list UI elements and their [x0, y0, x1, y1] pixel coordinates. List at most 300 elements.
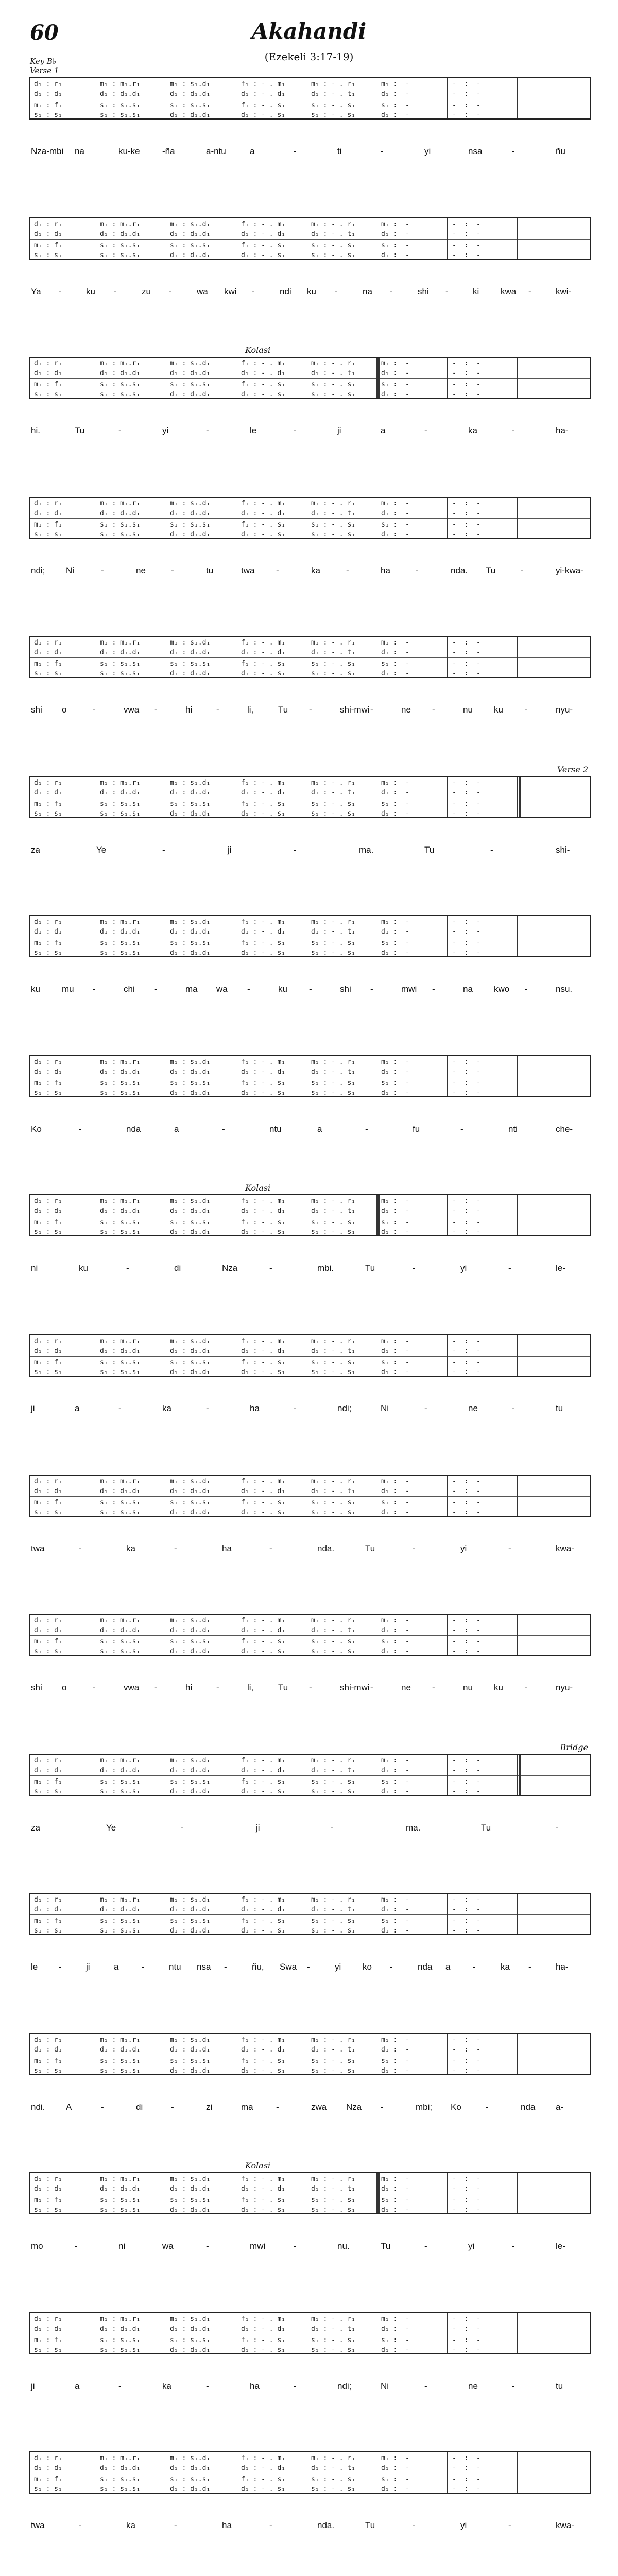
lyric-syllable: -: [508, 1544, 511, 1553]
lyric-syllable: twa: [31, 2520, 45, 2530]
solfa-measure: - : -: [452, 2464, 480, 2472]
solfa-measure: m₁ : m₁.r₁: [100, 2036, 141, 2044]
solfa-measure: m₁ : m₁.r₁: [100, 1757, 141, 1765]
solfa-row: [30, 800, 590, 808]
solfa-measure: m₁ : -: [381, 2315, 409, 2323]
solfa-measure: d₁ : r₁: [34, 1478, 62, 1485]
solfa-row: [30, 2315, 590, 2324]
solfa-measure: - : -: [452, 2454, 480, 2462]
solfa-row: [30, 1478, 590, 1486]
lyric-syllable: na: [363, 286, 372, 296]
solfa-measure: m₁ : - . r₁: [311, 2175, 356, 2183]
solfa-measure: s₁ : - . s₁: [311, 800, 356, 808]
solfa-measure: s₁ : - . s₁: [311, 381, 356, 388]
solfa-measure: d₁ : d₁.d₁: [100, 789, 141, 796]
solfa-measure: s₁ : -: [381, 2057, 409, 2065]
lyric-line: [29, 1544, 591, 1555]
solfa-measure: d₁ : d₁: [34, 928, 62, 936]
lyric-syllable: -: [276, 2102, 279, 2112]
solfa-measure: d₁ : - . t₁: [311, 789, 356, 796]
lyric-syllable: mu: [62, 984, 74, 994]
solfa-measure: s₁ : -: [381, 1218, 409, 1226]
solfa-measure: d₁ : d₁.d₁: [170, 928, 211, 936]
lyric-syllable: nti: [508, 1124, 518, 1134]
solfa-measure: - : -: [452, 2325, 480, 2333]
solfa-measure: - : -: [452, 531, 480, 538]
solfa-measure: m₁ : -: [381, 2175, 409, 2183]
solfa-measure: f₁ : - . s₁: [241, 1218, 286, 1226]
solfa-measure: s₁ : s₁.s₁: [170, 1359, 211, 1366]
lyric-syllable: twa: [31, 1544, 45, 1553]
solfa-measure: m₁ : -: [381, 1197, 409, 1205]
solfa-row: [30, 1896, 590, 1904]
solfa-measure: m₁ : -: [381, 1757, 409, 1765]
lyric-syllable: ha-: [556, 426, 569, 435]
lyric-syllable: -ña: [162, 146, 175, 156]
lyric-syllable: -: [424, 426, 427, 435]
solfa-measure: s₁ : s₁: [34, 2206, 62, 2214]
solfa-measure: d₁ : d₁: [34, 369, 62, 377]
solfa-measure: d₁ : -: [381, 1068, 409, 1076]
solfa-row: [30, 2476, 590, 2484]
solfa-measure: m₁ : m₁.r₁: [100, 779, 141, 787]
solfa-measure: d₁ : - . s₁: [241, 1368, 286, 1376]
music-system: [29, 2312, 591, 2411]
solfa-row: [30, 2336, 590, 2345]
solfa-measure: d₁ : d₁.d₁: [100, 1906, 141, 1913]
solfa-measure: s₁ : - . s₁: [311, 670, 356, 677]
solfa-measure: - : -: [452, 2315, 480, 2323]
lyric-syllable: Tu: [278, 705, 288, 715]
solfa-measure: f₁ : - . m₁: [241, 1617, 286, 1624]
lyric-syllable: -: [445, 286, 449, 296]
solfa-measure: d₁ : d₁.d₁: [100, 2185, 141, 2193]
solfa-measure: d₁ : -: [381, 649, 409, 656]
solfa-row: [30, 939, 590, 947]
solfa-measure: f₁ : - . s₁: [241, 1499, 286, 1506]
lyric-syllable: zwa: [311, 2102, 327, 2112]
solfa-measure: s₁ : - . s₁: [311, 810, 356, 818]
solfa-measure: d₁ : -: [381, 1368, 409, 1376]
solfa-measure: - : -: [452, 800, 480, 808]
solfa-measure: - : -: [452, 1068, 480, 1076]
lyric-syllable: -: [222, 1124, 225, 1134]
solfa-measure: s₁ : s₁.s₁: [100, 251, 141, 259]
solfa-measure: m₁ : f₁: [34, 2057, 62, 2065]
solfa-row: [30, 2067, 590, 2075]
solfa-measure: d₁ : - . s₁: [241, 2346, 286, 2354]
lyric-syllable: -: [75, 2241, 78, 2251]
lyric-syllable: le-: [556, 2241, 565, 2251]
solfa-measure: d₁ : - . d₁: [241, 1906, 286, 1913]
lyric-syllable: -: [512, 2381, 515, 2391]
solfa-measure: - : -: [452, 1638, 480, 1646]
solfa-measure: f₁ : - . s₁: [241, 1778, 286, 1786]
solfa-measure: d₁ : - . s₁: [241, 531, 286, 538]
solfa-measure: - : -: [452, 1079, 480, 1087]
lyric-syllable: ha: [250, 2381, 260, 2391]
solfa-row: [30, 360, 590, 368]
music-system: [29, 636, 591, 735]
solfa-row: [30, 2036, 590, 2044]
solfa-measure: - : -: [452, 90, 480, 98]
lyric-syllable: -: [307, 1962, 310, 1972]
lyric-line: [29, 1263, 591, 1275]
solfa-measure: d₁ : d₁.d₁: [100, 928, 141, 936]
solfa-row: [30, 779, 590, 787]
notation-staff: [29, 217, 591, 260]
lyric-syllable: ku-ke: [118, 146, 140, 156]
notation-staff: [29, 1754, 591, 1796]
section-label: Bridge: [560, 1742, 588, 1752]
lyric-syllable: -: [294, 1403, 297, 1413]
solfa-measure: s₁ : - . s₁: [311, 242, 356, 249]
lyric-syllable: ji: [31, 1403, 35, 1413]
solfa-measure: d₁ : - . d₁: [241, 1767, 286, 1774]
lyric-syllable: nsu.: [556, 984, 573, 994]
lyric-syllable: Nza-mbi: [31, 146, 64, 156]
solfa-measure: f₁ : - . s₁: [241, 800, 286, 808]
lyric-syllable: mbi;: [416, 2102, 433, 2112]
solfa-measure: s₁ : s₁.s₁: [170, 521, 211, 529]
solfa-measure: d₁ : r₁: [34, 360, 62, 367]
solfa-measure: s₁ : - . s₁: [311, 521, 356, 529]
solfa-measure: d₁ : d₁.d₁: [170, 810, 211, 818]
solfa-row: [30, 510, 590, 518]
lyric-syllable: -: [154, 1683, 158, 1692]
solfa-measure: f₁ : - . m₁: [241, 779, 286, 787]
solfa-measure: - : -: [452, 1478, 480, 1485]
lyric-syllable: -: [276, 566, 279, 575]
solfa-measure: d₁ : d₁: [34, 510, 62, 517]
solfa-row: [30, 810, 590, 818]
solfa-row: [30, 789, 590, 797]
solfa-measure: - : -: [452, 101, 480, 109]
lyric-syllable: ñu: [556, 146, 565, 156]
lyric-syllable: nda: [521, 2102, 536, 2112]
lyric-syllable: -: [294, 845, 297, 855]
lyric-syllable: ku: [307, 286, 316, 296]
lyric-syllable: a: [75, 1403, 80, 1413]
lyric-syllable: wa: [216, 984, 228, 994]
staff-divider: [30, 1775, 590, 1776]
solfa-measure: d₁ : d₁.d₁: [170, 2485, 211, 2493]
solfa-measure: m₁ : f₁: [34, 660, 62, 668]
solfa-measure: d₁ : d₁.d₁: [170, 1207, 211, 1215]
lyric-syllable: Tu: [381, 2241, 391, 2251]
solfa-row: [30, 500, 590, 508]
solfa-measure: d₁ : r₁: [34, 2175, 62, 2183]
solfa-measure: d₁ : - . t₁: [311, 1207, 356, 1215]
lyric-syllable: -: [79, 1124, 82, 1134]
lyric-syllable: Tu: [365, 1263, 375, 1273]
lyric-syllable: -: [174, 2520, 177, 2530]
solfa-measure: m₁ : - . r₁: [311, 1617, 356, 1624]
solfa-measure: d₁ : - . t₁: [311, 369, 356, 377]
solfa-measure: s₁ : - . s₁: [311, 949, 356, 957]
lyric-syllable: Ni: [381, 2381, 389, 2391]
solfa-row: [30, 1767, 590, 1775]
solfa-measure: - : -: [452, 2185, 480, 2193]
lyric-syllable: yi-kwa-: [556, 566, 583, 575]
solfa-measure: d₁ : - . d₁: [241, 369, 286, 377]
lyric-syllable: ma: [185, 984, 198, 994]
lyric-line: [29, 705, 591, 716]
lyric-syllable: ha: [222, 2520, 232, 2530]
solfa-measure: s₁ : - . s₁: [311, 660, 356, 668]
solfa-measure: d₁ : d₁.d₁: [100, 2046, 141, 2054]
notation-staff: [29, 1055, 591, 1097]
staff-divider: [30, 378, 590, 379]
solfa-measure: d₁ : d₁.d₁: [170, 2067, 211, 2075]
solfa-measure: f₁ : - . s₁: [241, 1917, 286, 1925]
solfa-measure: - : -: [452, 779, 480, 787]
solfa-measure: m₁ : f₁: [34, 1499, 62, 1506]
lyric-syllable: -: [118, 426, 122, 435]
lyric-syllable: -: [206, 2381, 209, 2391]
lyric-syllable: ku: [494, 705, 503, 715]
lyric-syllable: kwa: [501, 286, 517, 296]
solfa-measure: d₁ : d₁.d₁: [170, 1767, 211, 1774]
hymn-title: Akahandi: [251, 19, 367, 44]
solfa-measure: m₁ : f₁: [34, 381, 62, 388]
solfa-measure: d₁ : d₁.d₁: [170, 2464, 211, 2472]
solfa-measure: s₁ : s₁.s₁: [170, 1917, 211, 1925]
solfa-row: [30, 101, 590, 110]
solfa-measure: m₁ : f₁: [34, 939, 62, 947]
lyric-syllable: ji: [31, 2381, 35, 2391]
lyric-syllable: -: [154, 984, 158, 994]
key-signature: Key B♭: [30, 57, 57, 66]
solfa-measure: m₁ : s₁.d₁: [170, 1757, 211, 1765]
solfa-row: [30, 660, 590, 668]
solfa-measure: f₁ : - . m₁: [241, 1757, 286, 1765]
lyric-syllable: nsa: [197, 1962, 211, 1972]
solfa-measure: d₁ : d₁.d₁: [170, 2185, 211, 2193]
lyric-syllable: -: [59, 286, 62, 296]
music-system: [29, 1055, 591, 1154]
solfa-measure: s₁ : s₁.s₁: [100, 810, 141, 818]
lyric-syllable: le-: [556, 1263, 565, 1273]
solfa-measure: s₁ : - . s₁: [311, 251, 356, 259]
solfa-measure: d₁ : -: [381, 2464, 409, 2472]
solfa-measure: d₁ : d₁.d₁: [170, 230, 211, 238]
lyric-syllable: shi: [31, 705, 42, 715]
solfa-measure: f₁ : - . m₁: [241, 2454, 286, 2462]
lyric-syllable: kwa-: [556, 2520, 574, 2530]
solfa-measure: - : -: [452, 639, 480, 647]
solfa-measure: s₁ : - . s₁: [311, 1638, 356, 1646]
solfa-measure: d₁ : r₁: [34, 1337, 62, 1345]
solfa-measure: - : -: [452, 1337, 480, 1345]
solfa-measure: d₁ : d₁.d₁: [170, 111, 211, 119]
solfa-measure: s₁ : s₁: [34, 2346, 62, 2354]
solfa-measure: d₁ : -: [381, 1788, 409, 1795]
solfa-measure: m₁ : m₁.r₁: [100, 1058, 141, 1066]
solfa-measure: d₁ : d₁.d₁: [170, 510, 211, 517]
solfa-measure: s₁ : s₁.s₁: [100, 2476, 141, 2483]
solfa-row: [30, 2464, 590, 2472]
solfa-measure: m₁ : -: [381, 1896, 409, 1904]
lyric-syllable: -: [424, 1403, 427, 1413]
solfa-measure: d₁ : -: [381, 251, 409, 259]
solfa-measure: m₁ : m₁.r₁: [100, 221, 141, 228]
solfa-row: [30, 2175, 590, 2183]
solfa-measure: s₁ : s₁.s₁: [100, 2336, 141, 2344]
solfa-measure: - : -: [452, 2067, 480, 2075]
lyric-syllable: Nza: [222, 1263, 238, 1273]
solfa-measure: s₁ : s₁.s₁: [100, 1228, 141, 1236]
solfa-measure: m₁ : f₁: [34, 521, 62, 529]
solfa-measure: d₁ : d₁: [34, 2325, 62, 2333]
solfa-measure: m₁ : - . r₁: [311, 80, 356, 88]
solfa-measure: d₁ : - . t₁: [311, 90, 356, 98]
solfa-measure: - : -: [452, 918, 480, 926]
staff-divider: [30, 1914, 590, 1915]
solfa-measure: d₁ : r₁: [34, 639, 62, 647]
solfa-measure: - : -: [452, 230, 480, 238]
lyric-syllable: -: [512, 1403, 515, 1413]
lyric-syllable: -: [508, 2520, 511, 2530]
solfa-measure: s₁ : -: [381, 521, 409, 529]
solfa-row: [30, 1079, 590, 1088]
lyric-syllable: che-: [556, 1124, 573, 1134]
solfa-measure: d₁ : d₁: [34, 2046, 62, 2054]
solfa-measure: s₁ : s₁.s₁: [170, 2336, 211, 2344]
lyric-syllable: -: [432, 705, 435, 715]
lyric-syllable: -: [174, 1544, 177, 1553]
solfa-measure: f₁ : - . s₁: [241, 1079, 286, 1087]
solfa-measure: s₁ : s₁.s₁: [100, 1638, 141, 1646]
solfa-measure: - : -: [452, 2057, 480, 2065]
solfa-row: [30, 1638, 590, 1646]
solfa-measure: s₁ : -: [381, 381, 409, 388]
solfa-measure: s₁ : - . s₁: [311, 1778, 356, 1786]
solfa-measure: d₁ : d₁: [34, 1767, 62, 1774]
solfa-measure: d₁ : r₁: [34, 1197, 62, 1205]
lyric-syllable: Tu: [365, 2520, 375, 2530]
lyric-syllable: Ye: [106, 1823, 116, 1833]
solfa-measure: d₁ : -: [381, 1347, 409, 1355]
solfa-measure: m₁ : - . r₁: [311, 500, 356, 507]
lyric-syllable: vwa: [124, 1683, 140, 1692]
staff-divider: [30, 1356, 590, 1357]
solfa-measure: d₁ : d₁.d₁: [100, 2464, 141, 2472]
solfa-measure: s₁ : s₁.s₁: [100, 1778, 141, 1786]
solfa-measure: s₁ : -: [381, 1778, 409, 1786]
solfa-measure: m₁ : m₁.r₁: [100, 1337, 141, 1345]
lyric-line: [29, 286, 591, 298]
solfa-measure: m₁ : s₁.d₁: [170, 1058, 211, 1066]
lyric-syllable: kwi-: [556, 286, 572, 296]
lyric-syllable: -: [206, 2241, 209, 2251]
lyric-syllable: ñu,: [252, 1962, 264, 1972]
solfa-measure: s₁ : s₁.s₁: [100, 2057, 141, 2065]
solfa-measure: d₁ : -: [381, 2067, 409, 2075]
lyric-syllable: shi: [31, 1683, 42, 1692]
music-system: [29, 1183, 591, 1293]
solfa-measure: d₁ : d₁.d₁: [100, 1626, 141, 1634]
solfa-measure: d₁ : -: [381, 1487, 409, 1495]
music-system: [29, 2033, 591, 2132]
solfa-measure: s₁ : - . s₁: [311, 391, 356, 398]
solfa-measure: d₁ : -: [381, 2206, 409, 2214]
lyric-syllable: -: [101, 2102, 104, 2112]
solfa-measure: s₁ : s₁.s₁: [100, 1368, 141, 1376]
solfa-measure: - : -: [452, 1927, 480, 1935]
solfa-row: [30, 230, 590, 239]
solfa-measure: m₁ : f₁: [34, 242, 62, 249]
lyric-syllable: mwi: [401, 984, 417, 994]
solfa-measure: d₁ : -: [381, 369, 409, 377]
solfa-measure: d₁ : d₁.d₁: [170, 949, 211, 957]
lyric-syllable: ne: [401, 705, 411, 715]
solfa-measure: m₁ : m₁.r₁: [100, 80, 141, 88]
solfa-measure: m₁ : f₁: [34, 1359, 62, 1366]
solfa-measure: d₁ : -: [381, 810, 409, 818]
solfa-measure: s₁ : s₁.s₁: [100, 2346, 141, 2354]
solfa-measure: s₁ : s₁.s₁: [100, 1218, 141, 1226]
solfa-row: [30, 649, 590, 657]
solfa-measure: s₁ : - . s₁: [311, 1089, 356, 1097]
lyric-syllable: -: [432, 1683, 435, 1692]
lyric-line: [29, 1403, 591, 1415]
lyric-syllable: vwa: [124, 705, 140, 715]
lyric-syllable: -: [93, 705, 96, 715]
solfa-measure: - : -: [452, 2046, 480, 2054]
solfa-row: [30, 2346, 590, 2354]
solfa-measure: - : -: [452, 1788, 480, 1795]
lyric-syllable: hi.: [31, 426, 40, 435]
solfa-measure: s₁ : s₁.s₁: [170, 660, 211, 668]
solfa-row: [30, 111, 590, 120]
solfa-measure: s₁ : - . s₁: [311, 2206, 356, 2214]
lyric-syllable: -: [335, 286, 338, 296]
solfa-measure: d₁ : - . t₁: [311, 2325, 356, 2333]
solfa-measure: s₁ : s₁: [34, 1368, 62, 1376]
lyric-syllable: Ni: [66, 566, 75, 575]
solfa-measure: d₁ : d₁.d₁: [100, 1487, 141, 1495]
solfa-measure: d₁ : d₁.d₁: [170, 1228, 211, 1236]
solfa-row: [30, 1058, 590, 1066]
solfa-measure: - : -: [452, 1626, 480, 1634]
lyric-syllable: Tu: [424, 845, 435, 855]
solfa-measure: m₁ : -: [381, 500, 409, 507]
solfa-measure: s₁ : s₁.s₁: [100, 521, 141, 529]
solfa-row: [30, 1347, 590, 1355]
solfa-measure: s₁ : s₁: [34, 1927, 62, 1935]
solfa-measure: m₁ : f₁: [34, 2336, 62, 2344]
solfa-measure: d₁ : r₁: [34, 1757, 62, 1765]
lyric-syllable: ku: [31, 984, 40, 994]
solfa-measure: m₁ : m₁.r₁: [100, 639, 141, 647]
lyric-syllable: -: [525, 984, 528, 994]
solfa-measure: d₁ : -: [381, 1509, 409, 1516]
lyric-syllable: -: [512, 146, 515, 156]
notation-staff: [29, 357, 591, 399]
solfa-measure: d₁ : -: [381, 670, 409, 677]
solfa-measure: d₁ : r₁: [34, 80, 62, 88]
lyric-syllable: nu: [463, 705, 473, 715]
lyric-syllable: -: [432, 984, 435, 994]
lyric-syllable: ka: [162, 1403, 171, 1413]
notation-staff: [29, 915, 591, 957]
lyric-syllable: -: [331, 1823, 334, 1833]
solfa-measure: m₁ : s₁.d₁: [170, 221, 211, 228]
lyric-syllable: -: [424, 2381, 427, 2391]
solfa-row: [30, 1778, 590, 1786]
music-system: [29, 765, 591, 875]
